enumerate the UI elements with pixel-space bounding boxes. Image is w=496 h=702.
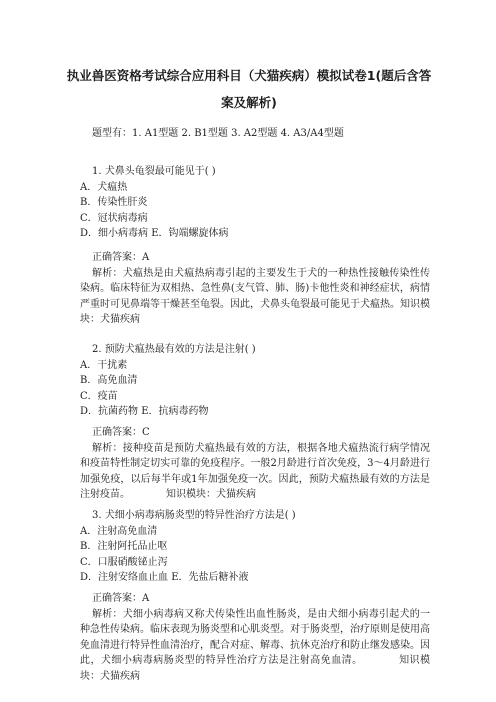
option-a: A．干扰素 (80, 359, 128, 371)
option-c: C．口服硝酸铋止泻 (80, 556, 168, 568)
explanation (80, 607, 430, 685)
answer-block-3 (80, 591, 430, 684)
question-types: 题型有：1. A1型题 2. B1型题 3. A2型题 4. A3/A4型题 (92, 128, 344, 139)
title-line-2: 案及解析) (221, 95, 277, 110)
question-stem: 3. 犬细小病毒病肠炎型的特异性治疗方法是( ) (92, 510, 296, 521)
knowledge-module: 知识模块：犬猫疾病 (80, 298, 430, 325)
option-b: B．注射阿托品止呕 (80, 541, 168, 552)
option-d-e: D．细小病毒病 E．钩端螺旋体病 (80, 228, 229, 239)
knowledge-module: 知识模块：犬猫疾病 (166, 489, 256, 500)
option-c: C．疫苗 (80, 390, 118, 402)
option-b: B．传染性肝炎 (80, 197, 148, 208)
document-title (52, 62, 446, 116)
question-stem: 2. 预防犬瘟热最有效的方法是注射( ) (92, 344, 256, 355)
explanation (80, 266, 430, 328)
knowledge-module: 知识模块：犬猫疾病 (80, 655, 431, 682)
question-stem: 1. 犬鼻头龟裂最可能见于( ) (92, 166, 216, 177)
title-line-1: 执业兽医资格考试综合应用科目（犬猫疾病）模拟试卷1(题后含答 (66, 68, 432, 83)
question-1 (80, 164, 430, 242)
explanation-text: 解析：犬细小病毒病又称犬传染性出血性肠炎，是由犬细小病毒引起犬的一种急性传染病。临床表现为肠炎型和心肌炎型。对于肠炎型，治疗原则是使用高免血清进行特异性血清治疗，配合对症、解毒、抗休克治疗和防止继发感染。因此，犬细小病毒病肠炎型的特异性治疗方法是注射高免血清。 (80, 608, 430, 666)
correct-answer: 正确答案：A (92, 593, 150, 604)
question-3 (80, 508, 430, 586)
option-a: A．犬瘟热 (80, 181, 128, 193)
answer-block-2 (80, 425, 430, 503)
question-2 (80, 342, 430, 420)
option-b: B．高免血清 (80, 375, 138, 386)
explanation (80, 441, 430, 503)
option-a: A．注射高免血清 (80, 525, 158, 537)
correct-answer: 正确答案：C (92, 427, 150, 438)
option-d-e: D．抗菌药物 E．抗病毒药物 (80, 406, 209, 417)
explanation-text: 解析：接种疫苗是预防犬瘟热最有效的方法，根据各地犬瘟热流行病学情况和疫苗特性制定切实可靠的免疫程序。一般2月龄进行首次免疫，3～4月龄进行加强免疫，以后每半年或1年加强免疫一次。因此，预防犬瘟热最有效的方法是注射疫苗。 (80, 442, 430, 500)
option-d-e: D．注射安络血止血 E．先盐后糖补液 (80, 572, 249, 583)
option-c: C．冠状病毒病 (80, 212, 148, 224)
explanation-text: 解析：犬瘟热是由犬瘟热病毒引起的主要发生于犬的一种热性接触传染性传染病。临床特征为双相热、急性鼻(支气管、肺、肠)卡他性炎和神经症状，病情严重时可见鼻端等干燥甚至龟裂。因此，犬鼻头龟裂最可能见于犬瘟热。 (80, 267, 430, 310)
answer-block-1 (80, 250, 430, 328)
correct-answer: 正确答案：A (92, 252, 150, 263)
